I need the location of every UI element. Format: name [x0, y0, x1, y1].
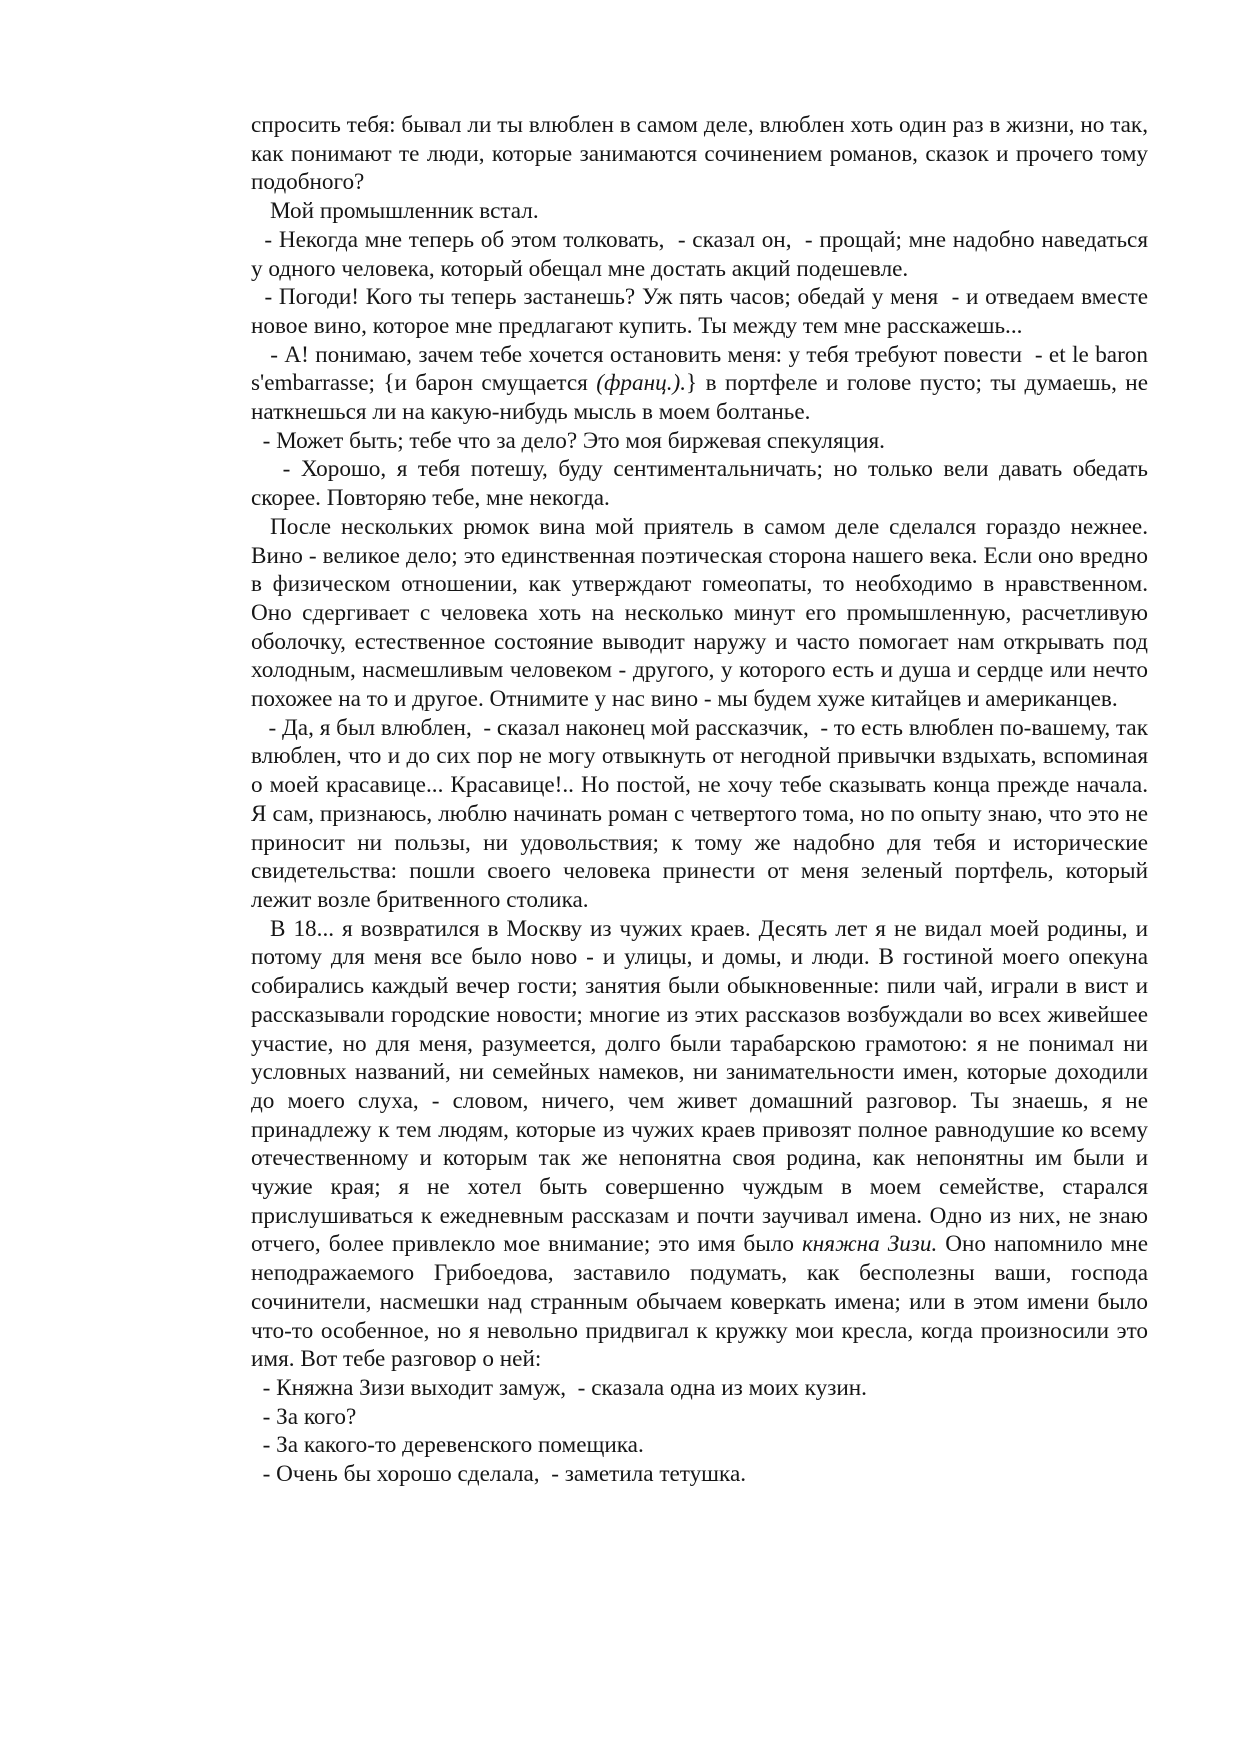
paragraph-8: После нескольких рюмок вина мой приятель в самом деле сделался гораздо нежнее. Вино - великое дело; это единственная поэтическая сторона нашего века. Если оно вредно в физическом отношении, как утверждают гомеопаты, то необходимо в нравственном. Оно сдергивает с человека хоть на несколько минут его промышленную, расчетливую оболочку, естественное состояние выводит наружу и часто помогает нам открывать под холодным, насмешливым человеком - другого, у которого есть и душа и сердце или нечто похожее на то и другое. Отнимите у нас вино - мы будем хуже китайцев и американцев.: [251, 513, 1148, 713]
paragraph-3: - Некогда мне теперь об этом толковать, - сказал он, - прощай; мне надобно наведаться у одного человека, который обещал мне достать акций подешевле.: [251, 226, 1154, 282]
paragraph-7: - Хорошо, я тебя потешу, буду сентиментальничать; но только вели давать обедать скорее. Повторяю тебе, мне некогда.: [251, 456, 1154, 512]
paragraph-10: [251, 915, 1148, 1374]
paragraph-1: спросить тебя: бывал ли ты влюблен в самом деле, влюблен хоть один раз в жизни, но так, как понимают те люди, которые занимаются сочинением романов, сказок и прочего тому подобного?: [251, 112, 1148, 196]
paragraph-4: - Погоди! Кого ты теперь застанешь? Уж пять часов; обедай у меня - и отведаем вместе новое вино, которое мне предлагают купить. Ты между тем мне расскажешь...: [251, 284, 1154, 339]
document-page: [251, 111, 1154, 1489]
paragraph-5-italic: (франц.).: [596, 370, 687, 397]
paragraph-12: - За кого?: [251, 1403, 357, 1430]
paragraph-6: - Может быть; тебе что за дело? Это моя биржевая спекуляция.: [251, 427, 885, 454]
paragraph-10-text: В 18... я возвратился в Москву из чужих краев. Десять лет я не видал моей родины, и потому для меня все было ново - и улицы, и домы, и люди. В гостиной моего опекуна собирались каждый вечер гости; занятия были обыкновенные: пили чай, играли в вист и рассказывали городские новости; многие из этих рассказов возбуждали во всех живейшее участие, но для меня, разумеется, долго были тарабарскою грамотою: я не понимал ни условных названий, ни семейных намеков, ни занимательности имен, которые доходили до моего слуха, - словом, ничего, чем живет домашний разговор. Ты знаешь, я не принадлежу к тем людям, которые из чужих краев привозят полное равнодушие ко всему отечественному и которым так же непонятна своя родина, как непонятны им были и чужие края; я не хотел быть совершенно чуждым в моем семействе, старался прислушиваться к ежедневным рассказам и почти заучивал имена. Одно из них, не знаю отчего, более привлекло мое внимание; это имя было: [251, 915, 1148, 1258]
paragraph-5-tail: } в портфеле и голове пусто; ты думаешь, не наткнешься ли на какую-нибудь мысль в моем болтанье.: [251, 370, 1154, 426]
paragraph-10-italic: княжна Зизи.: [801, 1231, 938, 1258]
paragraph-14: - Очень бы хорошо сделала, - заметила тетушка.: [251, 1461, 747, 1488]
paragraph-10-tail: Оно напомнило мне неподражаемого Грибоедова, заставило подумать, как бесполезны ваши, господа сочинители, насмешки над странным обычаем коверкать имена; или в этом имени было что-то особенное, но я невольно придвигал к кружку мои кресла, когда произносили это имя. Вот тебе разговор о ней:: [251, 1231, 1148, 1373]
paragraph-11: - Княжна Зизи выходит замуж, - сказала одна из моих кузин.: [251, 1374, 867, 1401]
paragraph-13: - За какого-то деревенского помещика.: [251, 1432, 644, 1459]
paragraph-5-text: - А! понимаю, зачем тебе хочется остановить меня: у тебя требуют повести - et le baron s'embarrasse; {и барон смущается: [251, 341, 1154, 397]
paragraph-9: - Да, я был влюблен, - сказал наконец мой рассказчик, - то есть влюблен по-вашему, так влюблен, что и до сих пор не могу отвыкнуть от негодной привычки вздыхать, вспоминая о моей красавице... Красавице!.. Но постой, не хочу тебе сказывать конца прежде начала. Я сам, признаюсь, люблю начинать роман с четвертого тома, но по опыту знаю, что это не приносит ни пользы, ни удовольствия; к тому же надобно для тебя и исторические свидетельства: пошли своего человека принести от меня зеленый портфель, который лежит возле бритвенного столика.: [251, 714, 1154, 913]
paragraph-5: [251, 341, 1154, 427]
paragraph-2: Мой промышленник встал.: [270, 198, 539, 225]
